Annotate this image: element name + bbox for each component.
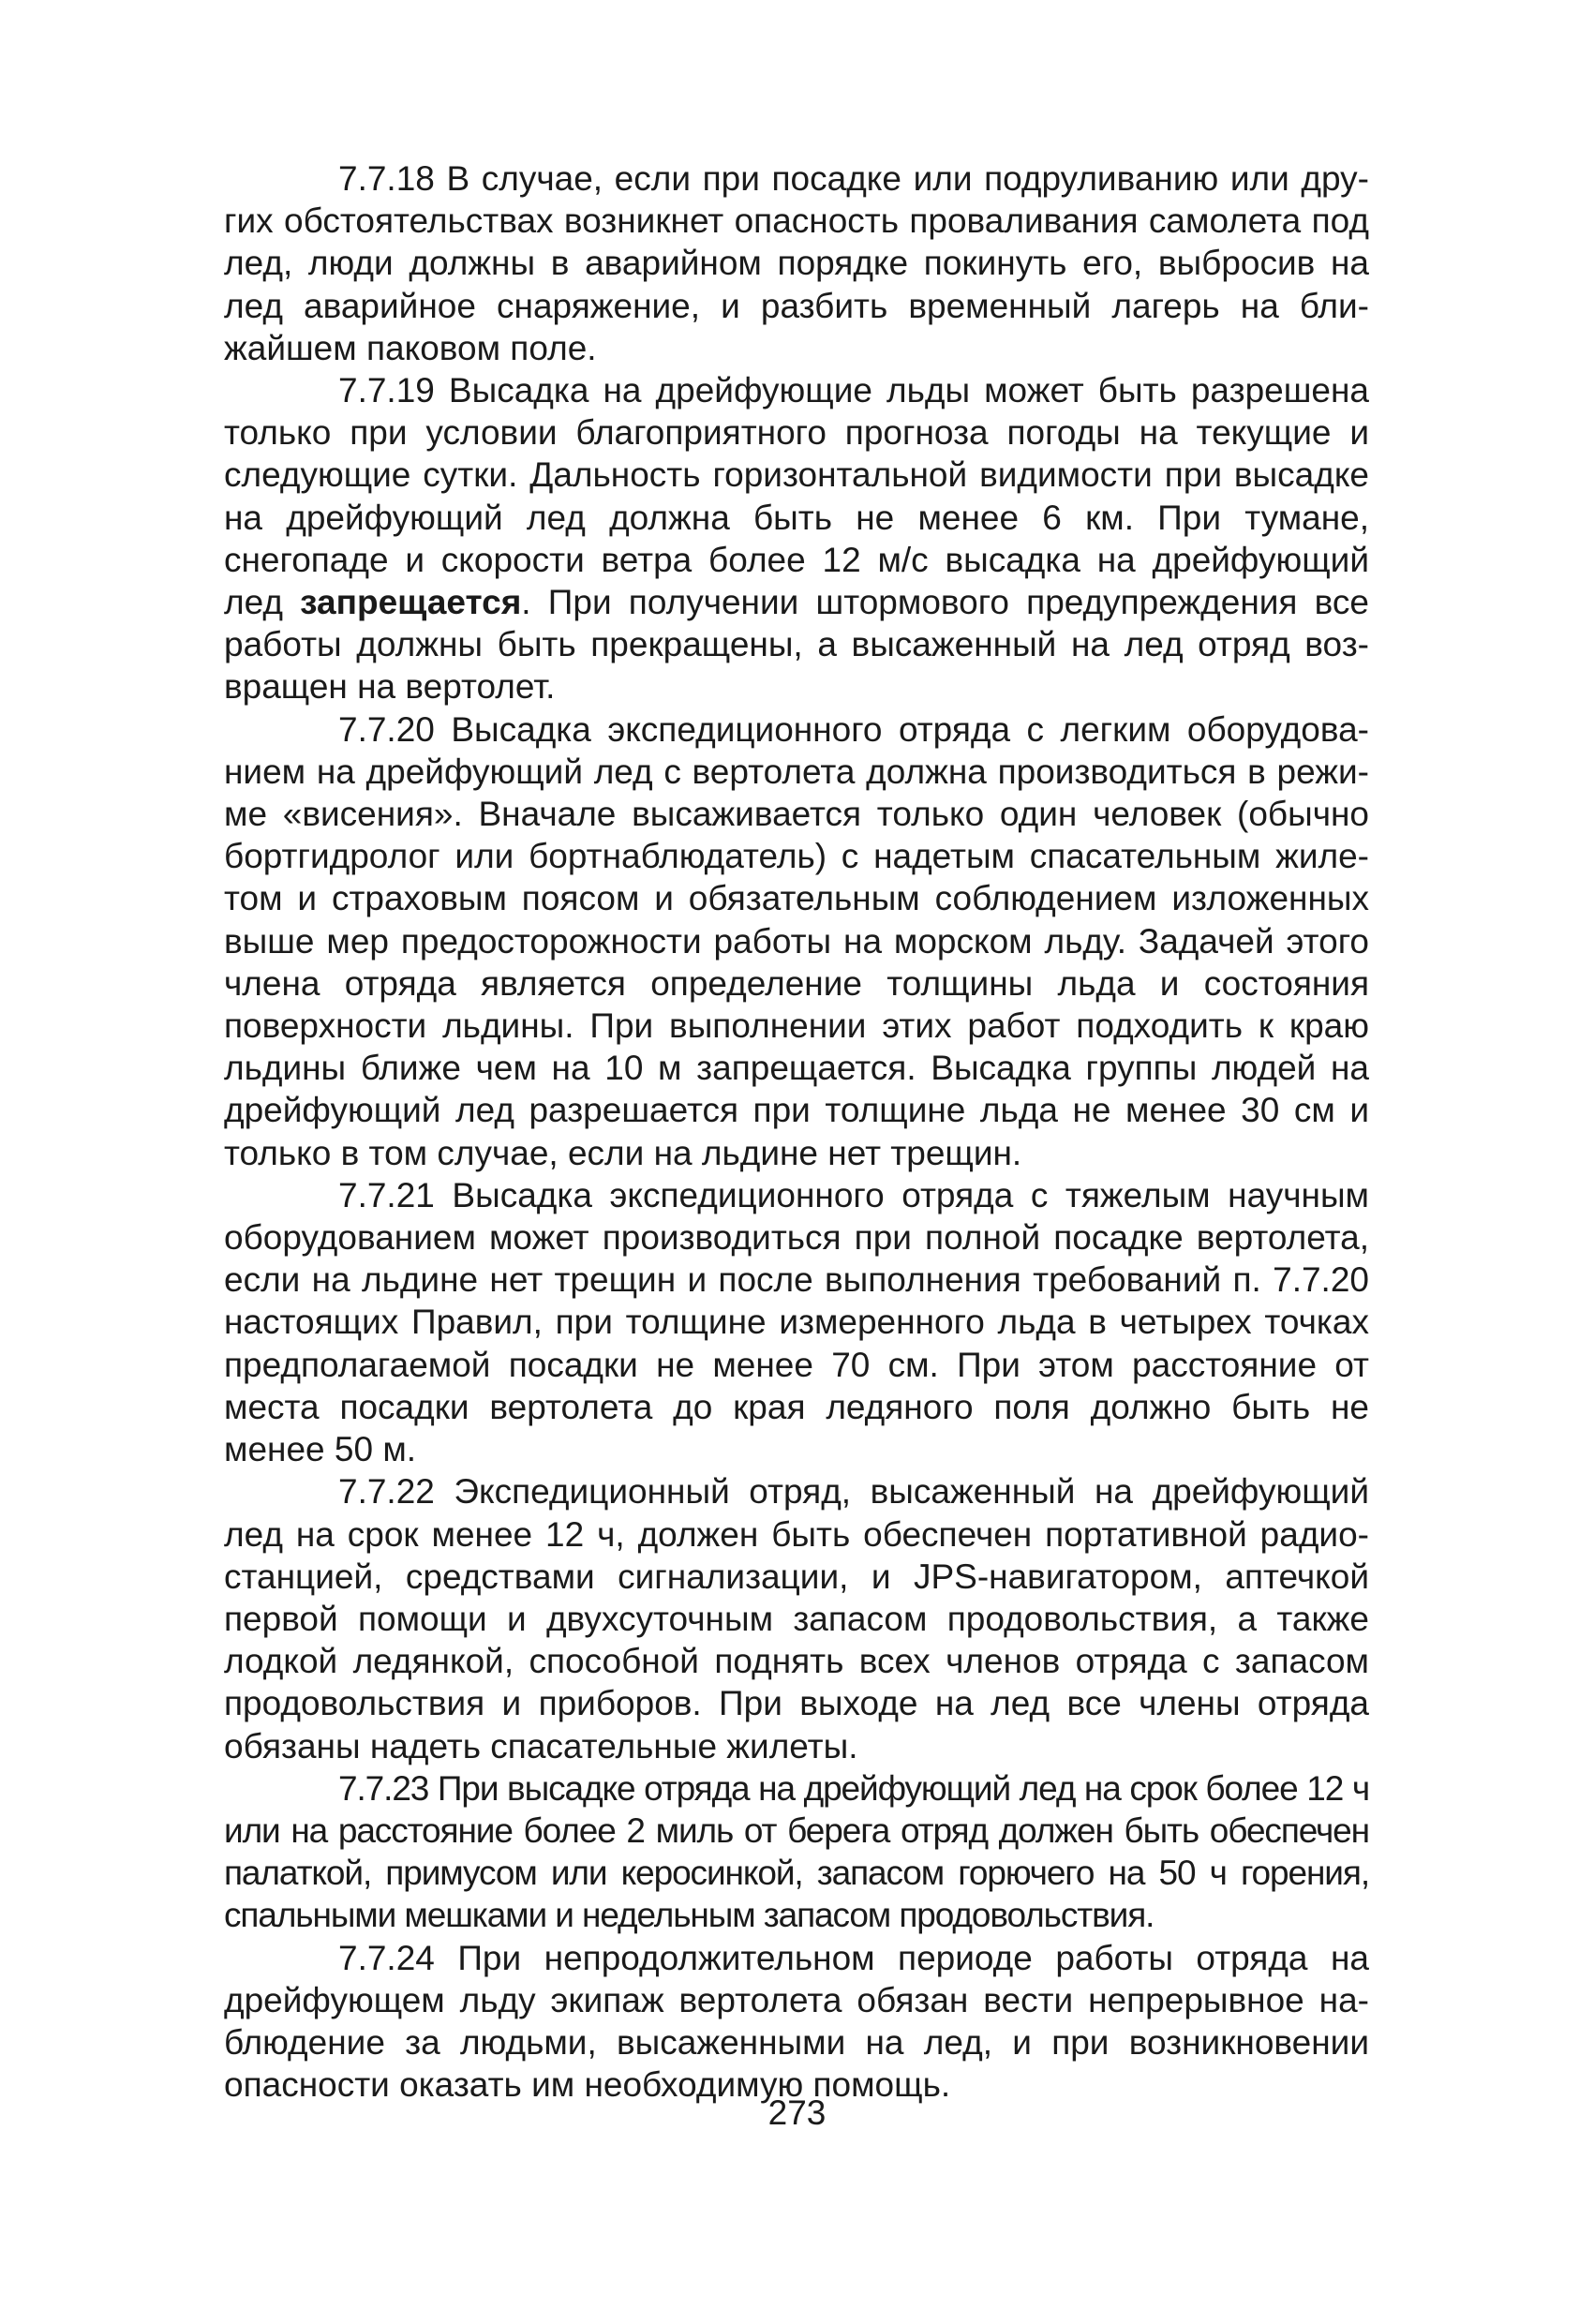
paragraph-7-7-18: 7.7.18 В случае, если при посадке или подруливанию или других обстоятельствах возникнет опасность проваливания самолета под лед, люди должны в аварийном порядке покинуть его, выбросив на лед аварийное снаряжение, и разбить временный лагерь на ближайшем паковом поле. bbox=[224, 159, 1369, 367]
paragraph-7-7-21: 7.7.21 Высадка экспедиционного отряда с тяжелым научным оборудованием может производиться при полной посадке вертолета, если на льдине нет трещин и после выполнения требований п. 7.7.20 настоящих Правил, при толщине измеренного льда в четырех точках предполагаемой посадки не менее 70 см. При этом расстояние от места посадки вертолета до края ледяного поля должно быть не менее 50 м. bbox=[224, 1175, 1369, 1469]
paragraph-7-7-22: 7.7.22 Экспедиционный отряд, высаженный на дрейфующий лед на срок менее 12 ч, должен быть обеспечен портативной радиостанцией, средствами сигнализации, и JPS-навигатором, аптечкой первой помощи и двухсуточным запасом продовольствия, а также лодкой ледянкой, способной поднять всех членов отряда с запасом продовольствия и приборов. При выходе на лед все члены отряда обязаны надеть спасательные жилеты. bbox=[224, 1472, 1369, 1765]
page-number: 273 bbox=[767, 2093, 827, 2132]
paragraph-7-7-19-text-end: . При получении штормового предупреждения все работы должны быть прекращены, а высаженный на лед отряд возвращен на вертолет. bbox=[224, 583, 1369, 707]
paragraph-7-7-20: 7.7.20 Высадка экспедиционного отряда с легким оборудованием на дрейфующий лед с вертолета должна производиться в режиме «висения». Вначале высаживается только один человек (обычно бортгидролог или бортнаблюдатель) с надетым спасательным жилетом и страховым поясом и обязательным соблюдением изложенных выше мер предосторожности работы на морском льду. Задачей этого члена отряда является определение толщины льда и состояния поверхности льдины. При выполнении этих работ подходить к краю льдины ближе чем на 10 м запрещается. Высадка группы людей на дрейфующий лед разрешается при толщине льда не менее 30 см и только в том случае, если на льдине нет трещин. bbox=[224, 709, 1369, 1172]
document-body bbox=[224, 157, 1369, 2106]
bold-term-prohibited: запрещается bbox=[300, 583, 522, 622]
paragraph-7-7-23: 7.7.23 При высадке отряда на дрейфующий лед на срок более 12 ч или на расстояние более 2 миль от берега отряд должен быть обеспечен палаткой, примусом или керосинкой, запасом горючего на 50 ч горения, спальными мешками и недельным запасом продовольствия. bbox=[224, 1768, 1369, 1935]
paragraph-7-7-24: 7.7.24 При непродолжительном периоде работы отряда на дрейфующем льду экипаж вертолета обязан вести непрерывное наблюдение за людьми, высаженными на лед, и при возникновении опасности оказать им необходимую помощь. bbox=[224, 1938, 1369, 2105]
paragraph-7-7-19 bbox=[224, 369, 1369, 708]
paragraph-7-7-19-text-start: 7.7.19 Высадка на дрейфующие льды может быть разрешена только при условии благоприятного прогноза погоды на текущие и следующие сутки. Дальность горизонтальной видимости при высадке на дрейфующий лед должна быть не менее 6 км. При тумане, снегопаде и скорости ветра более 12 м/с высадка на дрейфующий лед bbox=[224, 371, 1369, 622]
